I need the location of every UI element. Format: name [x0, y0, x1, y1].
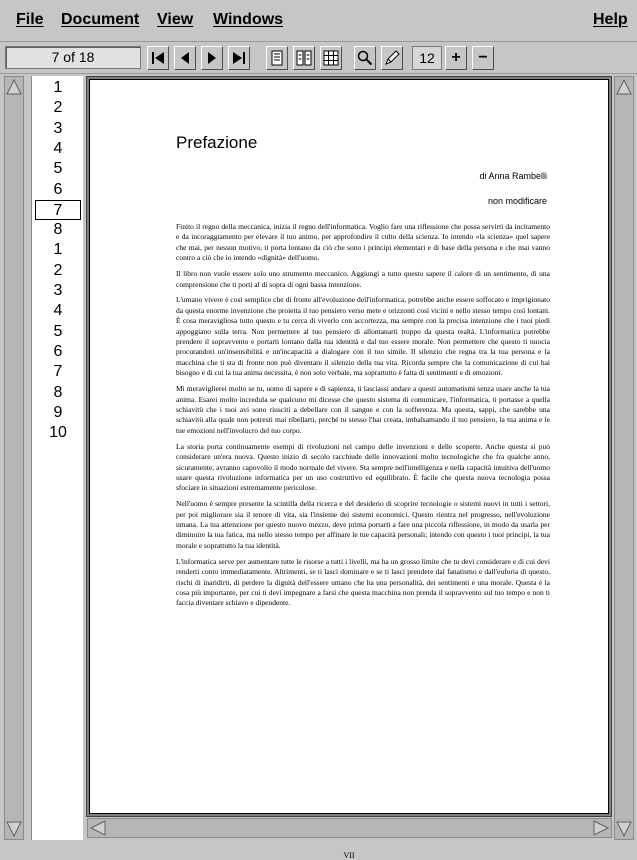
- page-list: [31, 76, 83, 840]
- scroll-up-arrow-icon[interactable]: [6, 79, 22, 95]
- first-page-button[interactable]: [147, 46, 169, 70]
- zoom-level-field[interactable]: 12: [412, 46, 442, 70]
- page-list-item[interactable]: 1: [53, 241, 63, 259]
- page-indicator-field[interactable]: 7 of 18: [5, 46, 141, 69]
- menu-view[interactable]: View: [157, 11, 194, 28]
- grid-view-button[interactable]: [320, 46, 342, 70]
- menu-document[interactable]: Document: [61, 11, 140, 28]
- menu-help[interactable]: Help: [593, 11, 628, 28]
- author-line: di Anna Rambelli: [479, 171, 547, 181]
- last-page-button[interactable]: [228, 46, 250, 70]
- pencil-icon: [384, 50, 400, 66]
- grid-view-icon: [323, 50, 339, 66]
- page-list-item[interactable]: 2: [53, 99, 63, 117]
- last-page-icon: [232, 51, 246, 65]
- document-page: [89, 79, 609, 860]
- license-line: non modificare: [487, 196, 547, 206]
- paragraph: Il libro non vuole essere solo uno strumento meccanico. Aggiungi a tutto questo sapere il calore di un sentimento, di una comprensione che ti porti al di sopra di ogni bassa intenzione.: [176, 269, 550, 289]
- page-list-item[interactable]: 8: [53, 383, 63, 401]
- document-view: [86, 76, 612, 860]
- zoom-in-button[interactable]: +: [445, 46, 467, 70]
- previous-page-icon: [178, 51, 192, 65]
- scroll-up-arrow-icon[interactable]: [616, 79, 632, 95]
- page-list-item[interactable]: 5: [53, 160, 63, 178]
- search-button[interactable]: [354, 46, 376, 70]
- page-list-item[interactable]: 7: [35, 200, 81, 220]
- page-list-item[interactable]: 8: [53, 221, 63, 239]
- page-list-item[interactable]: 7: [53, 363, 63, 381]
- magnifier-icon: [357, 50, 373, 66]
- facing-pages-icon: [296, 50, 312, 66]
- menubar: [0, 0, 637, 42]
- page-list-item[interactable]: 2: [53, 261, 63, 279]
- first-page-icon: [151, 51, 165, 65]
- document-body: [176, 222, 550, 614]
- next-page-icon: [205, 51, 219, 65]
- page-title: Prefazione: [176, 133, 258, 152]
- toolbar: [0, 42, 637, 74]
- document-vertical-scrollbar[interactable]: [614, 76, 634, 840]
- single-page-icon: [270, 50, 284, 66]
- annotate-button[interactable]: [381, 46, 403, 70]
- document-horizontal-scrollbar[interactable]: [87, 818, 612, 838]
- page-list-item[interactable]: 3: [53, 282, 63, 299]
- menu-windows[interactable]: Windows: [213, 11, 284, 28]
- page-list-item[interactable]: 3: [53, 119, 63, 137]
- menu-file[interactable]: File: [16, 11, 44, 28]
- page-folio: VII: [343, 851, 355, 860]
- page-list-item[interactable]: 1: [53, 79, 63, 96]
- page-list-item[interactable]: 10: [49, 424, 67, 442]
- paragraph: L'umano vivere è così semplice che di fronte all'evoluzione dell'informatica, potrebbe anche essere soffocato e imprigionato da questa enorme invenzione che proietta il tuo pensiero verso mete e orizzonti così vicini e nello stesso tempo così lontani. È cosa meravigliosa tutto questo e tu cerca di viverlo con accortezza, ma sempre con la precisa intenzione che i tuoi piedi appoggiano sulla terra. Non permettere al tuo pensiero di allontanarti troppo da questa realtà. L'informatica potrebbe prendere il sopravvento e portarti lontano dalla tua identità e dal tuo essere morale. Non permettere che questo ti nuocia procurandoti un'insensibilità e un'incapacità a dialogare con il tuo simile. Il silenzio che regna tra la tua persona e la macchina che ti sta di fronte non può diventare il silenzio della tua vita. Ricorda sempre che la comunicazione di cui hai bisogno e di cui la tua anima necessita, è non solo verbale, ma soprattutto è fatta di sentimenti e di emozioni.: [176, 295, 550, 378]
- scroll-right-arrow-icon[interactable]: [593, 820, 609, 836]
- paragraph: La storia porta continuamente esempi di rivoluzioni nel campo delle invenzioni e delle scoperte. Anche questa si può considerare un'era nuova. Questo inizio di secolo racchiude delle innovazioni molto tecnologiche che fra qualche anno, sicuramente, avranno capovolto il modo normale del vivere. Sta sempre nell'intelligenza e nella capacità intuitiva dell'uomo usare questa rivoluzione informatica per un uso costruttivo ed equilibrato. È facile che questa nuova tecnologia possa sfociare in situazioni estremamente pericolose.: [176, 441, 550, 493]
- pagelist-vertical-scrollbar[interactable]: [4, 76, 24, 840]
- paragraph: Finito il regno della meccanica, inizia il regno dell'informatica. Voglio fare una riflessione che possa servirti da incitamento e da incoraggiamento per elevare il tuo animo, per approfondire il culto della scienza. Io intendo «la scienza» quel sapere che mai, per nessun motivo, ti porta lontano da ciò che sono i principi elementari e di base della persona e che mai vanno contro a ciò che io intendo «dignità» dell'uomo.: [176, 222, 550, 263]
- page-list-item[interactable]: 4: [53, 302, 63, 320]
- zoom-out-button[interactable]: −: [472, 46, 494, 70]
- next-page-button[interactable]: [201, 46, 223, 70]
- page-list-item[interactable]: 9: [53, 403, 63, 421]
- scroll-down-arrow-icon[interactable]: [616, 821, 632, 837]
- paragraph: Mi meraviglierei molto se tu, uomo di sapere e di sapienza, ti lasciassi andare a questi automatismi senza usare anche la tua anima. Esarei molto incredula se qualcuno mi dicesse che questo sistema di comunicare, l'informatica, ti portasse a quella schiavitù che i tuoi avi sono riusciti a debellare con il sangue e con la sofferenza. Ma questa, sappi, che sarebbe una schiavitù alla quale non potresti mai ribellarti, perché tu stesso l'hai creata, imbalsamando il tuo pensiero, la tua anima e le tue emozioni nell'involucro del tuo corpo.: [176, 384, 550, 435]
- page-list-item[interactable]: 6: [53, 180, 63, 198]
- page-list-item[interactable]: 4: [53, 139, 63, 157]
- previous-page-button[interactable]: [174, 46, 196, 70]
- single-page-view-button[interactable]: [266, 46, 288, 70]
- page-list-item[interactable]: 5: [53, 322, 63, 340]
- page-list-item[interactable]: 6: [53, 342, 63, 360]
- facing-pages-view-button[interactable]: [293, 46, 315, 70]
- scroll-down-arrow-icon[interactable]: [6, 821, 22, 837]
- paragraph: Nell'uomo è sempre presente la scintilla della ricerca e del desiderio di scoprire tecnologie o sistemi nuovi in tutti i settori, per poi migliorare sia il tenore di vita, sia l'insieme dei sistemi economici. Questo rientra nel progresso, nell'evoluzione umana. La tua attenzione per questo nuovo mezzo, deve prima portarti a fare una piccola riflessione, in modo da usarla per diminuire la tua fatica, ma nello stesso tempo per affinare le tue capacità personali; intendo con questo i tuoi principi, la tua morale e soprattutto la tua identità.: [176, 499, 550, 550]
- paragraph: L'informatica serve per aumentare tutte le risorse a tutti i livelli, ma ha un grosso limite che tu devi considerare e di cui devi renderti conto immediatamente. Altrimenti, se ti lasci dominare e se ti lasci prendere dal fanatismo e dall'euforia di questo, rischi di inaridirti, di perdere la dignità dell'essere umano che ha una personalità, dei sentimenti e una morale. Questa è la cosa più importante, per cui ti devi impegnare a farsì che questa macchina non prenda il sopravvento sul tuo tempo e non ti faccia diventare schiavo e dipendente.: [176, 556, 550, 608]
- scroll-left-arrow-icon[interactable]: [90, 820, 106, 836]
